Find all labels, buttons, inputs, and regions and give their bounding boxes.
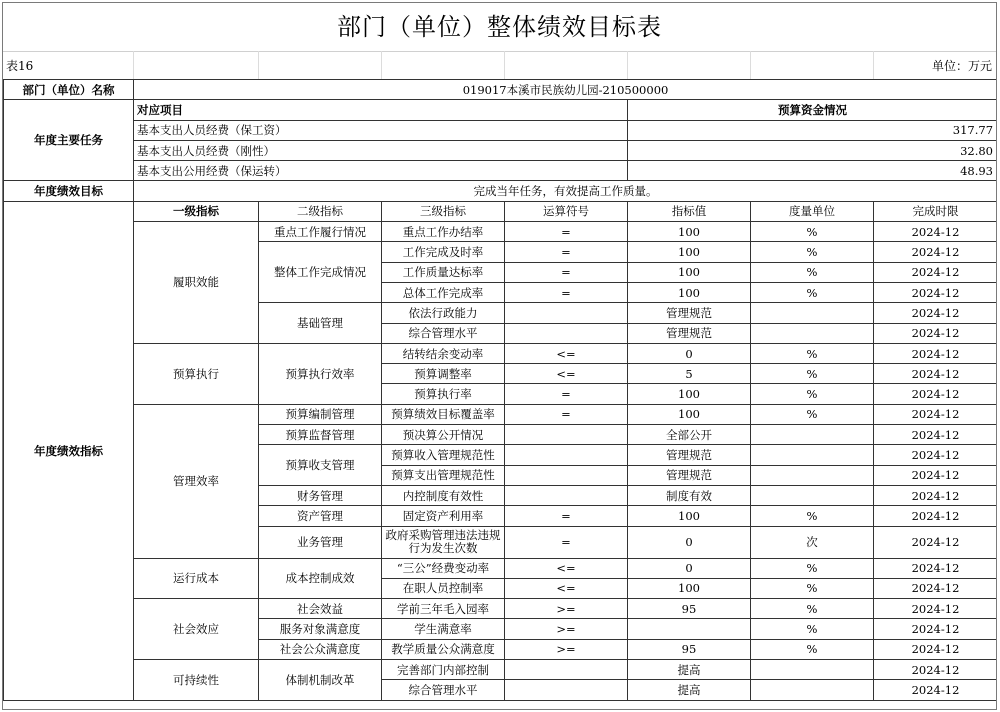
level3-cell: “三公”经费变动率 <box>382 558 505 578</box>
value-cell: 管理规范 <box>628 323 751 343</box>
operator-cell <box>505 445 628 465</box>
unit-cell <box>751 465 874 485</box>
task-amount: 317.77 <box>628 120 998 140</box>
unit-cell: % <box>751 578 874 598</box>
deadline-cell: 2024-12 <box>874 262 998 282</box>
unit-cell: % <box>751 619 874 639</box>
deadline-cell: 2024-12 <box>874 303 998 323</box>
indicator-row <box>4 343 998 363</box>
operator-cell: = <box>505 506 628 526</box>
unit-cell <box>751 445 874 465</box>
operator-cell: >= <box>505 599 628 619</box>
unit-cell: % <box>751 506 874 526</box>
unit-cell: % <box>751 384 874 404</box>
value-cell: 管理规范 <box>628 465 751 485</box>
level3-cell: 预算支出管理规范性 <box>382 465 505 485</box>
indicator-row <box>4 558 998 578</box>
deadline-cell: 2024-12 <box>874 384 998 404</box>
task-label: 年度主要任务 <box>4 100 134 181</box>
operator-cell <box>505 303 628 323</box>
level2-cell: 成本控制成效 <box>259 558 382 599</box>
deadline-cell: 2024-12 <box>874 619 998 639</box>
value-cell: 95 <box>628 639 751 659</box>
level1-cell: 可持续性 <box>134 660 259 701</box>
indicator-row <box>4 599 998 619</box>
level3-cell: 工作完成及时率 <box>382 242 505 262</box>
task-col-project: 对应项目 <box>134 100 628 120</box>
value-cell: 制度有效 <box>628 485 751 505</box>
level3-cell: 结转结余变动率 <box>382 343 505 363</box>
deadline-cell: 2024-12 <box>874 526 998 558</box>
operator-cell: = <box>505 282 628 302</box>
unit-cell: % <box>751 558 874 578</box>
operator-cell <box>505 425 628 445</box>
level3-cell: 教学质量公众满意度 <box>382 639 505 659</box>
deadline-cell: 2024-12 <box>874 425 998 445</box>
level2-cell: 预算编制管理 <box>259 404 382 424</box>
unit-cell: 次 <box>751 526 874 558</box>
value-cell: 100 <box>628 282 751 302</box>
unit-cell <box>751 660 874 680</box>
operator-cell: = <box>505 222 628 242</box>
level3-cell: 内控制度有效性 <box>382 485 505 505</box>
unit-cell <box>751 425 874 445</box>
task-col-budget: 预算资金情况 <box>628 100 998 120</box>
task-name: 基本支出公用经费（保运转） <box>134 161 628 181</box>
deadline-cell: 2024-12 <box>874 343 998 363</box>
level3-cell: 依法行政能力 <box>382 303 505 323</box>
deadline-cell: 2024-12 <box>874 506 998 526</box>
value-cell: 0 <box>628 343 751 363</box>
level3-cell: 预算执行率 <box>382 384 505 404</box>
unit-label: 单位：万元 <box>931 59 992 73</box>
operator-cell <box>505 465 628 485</box>
deadline-cell: 2024-12 <box>874 465 998 485</box>
value-cell: 95 <box>628 599 751 619</box>
task-amount: 48.93 <box>628 161 998 181</box>
level3-cell: 工作质量达标率 <box>382 262 505 282</box>
value-cell: 全部公开 <box>628 425 751 445</box>
header-operator: 运算符号 <box>505 201 628 221</box>
deadline-cell: 2024-12 <box>874 680 998 700</box>
header-deadline: 完成时限 <box>874 201 998 221</box>
level3-cell: 预决算公开情况 <box>382 425 505 445</box>
level2-cell: 资产管理 <box>259 506 382 526</box>
operator-cell <box>505 660 628 680</box>
indicator-row <box>4 404 998 424</box>
value-cell: 0 <box>628 558 751 578</box>
document-frame <box>2 2 997 710</box>
deadline-cell: 2024-12 <box>874 222 998 242</box>
level2-cell: 预算监督管理 <box>259 425 382 445</box>
level3-cell: 学前三年毛入园率 <box>382 599 505 619</box>
deadline-cell: 2024-12 <box>874 364 998 384</box>
level2-cell: 预算收支管理 <box>259 445 382 486</box>
level2-cell: 基础管理 <box>259 303 382 344</box>
value-cell: 100 <box>628 222 751 242</box>
level2-cell: 预算执行效率 <box>259 343 382 404</box>
task-name: 基本支出人员经费（保工资） <box>134 120 628 140</box>
level3-cell: 综合管理水平 <box>382 680 505 700</box>
level2-cell: 整体工作完成情况 <box>259 242 382 303</box>
header-level1: 一级指标 <box>134 201 259 221</box>
deadline-cell: 2024-12 <box>874 404 998 424</box>
deadline-cell: 2024-12 <box>874 639 998 659</box>
value-cell: 100 <box>628 242 751 262</box>
header-level2: 二级指标 <box>259 201 382 221</box>
level2-cell: 财务管理 <box>259 485 382 505</box>
unit-cell <box>751 680 874 700</box>
deadline-cell: 2024-12 <box>874 599 998 619</box>
operator-cell: >= <box>505 639 628 659</box>
value-cell: 管理规范 <box>628 445 751 465</box>
operator-cell: >= <box>505 619 628 639</box>
value-cell: 100 <box>628 384 751 404</box>
level3-cell: 综合管理水平 <box>382 323 505 343</box>
value-cell: 100 <box>628 578 751 598</box>
unit-cell <box>751 485 874 505</box>
value-cell: 100 <box>628 404 751 424</box>
level2-cell: 业务管理 <box>259 526 382 558</box>
deadline-cell: 2024-12 <box>874 282 998 302</box>
operator-cell <box>505 680 628 700</box>
operator-cell: <= <box>505 558 628 578</box>
level2-cell: 服务对象满意度 <box>259 619 382 639</box>
page-title: 部门（单位）整体绩效目标表 <box>3 3 996 52</box>
value-cell: 100 <box>628 262 751 282</box>
value-cell: 5 <box>628 364 751 384</box>
value-cell <box>628 619 751 639</box>
goal-label: 年度绩效目标 <box>4 181 134 201</box>
level3-cell: 固定资产利用率 <box>382 506 505 526</box>
operator-cell <box>505 485 628 505</box>
deadline-cell: 2024-12 <box>874 242 998 262</box>
operator-cell: <= <box>505 578 628 598</box>
indicator-row <box>4 222 998 242</box>
operator-cell <box>505 323 628 343</box>
header-value: 指标值 <box>628 201 751 221</box>
level3-cell: 重点工作办结率 <box>382 222 505 242</box>
level3-cell: 预算调整率 <box>382 364 505 384</box>
unit-cell: % <box>751 262 874 282</box>
dept-label: 部门（单位）名称 <box>4 80 134 100</box>
task-name: 基本支出人员经费（刚性） <box>134 140 628 160</box>
value-cell: 提高 <box>628 660 751 680</box>
task-amount: 32.80 <box>628 140 998 160</box>
value-cell: 0 <box>628 526 751 558</box>
level2-cell: 社会效益 <box>259 599 382 619</box>
goal-value: 完成当年任务，有效提高工作质量。 <box>134 181 998 201</box>
level3-cell: 在职人员控制率 <box>382 578 505 598</box>
operator-cell: <= <box>505 364 628 384</box>
value-cell: 管理规范 <box>628 303 751 323</box>
level3-cell: 总体工作完成率 <box>382 282 505 302</box>
performance-table <box>3 79 997 701</box>
header-level3: 三级指标 <box>382 201 505 221</box>
level3-cell: 预算绩效目标覆盖率 <box>382 404 505 424</box>
indicator-label: 年度绩效指标 <box>4 201 134 700</box>
indicator-row <box>4 660 998 680</box>
level2-cell: 体制机制改革 <box>259 660 382 701</box>
level1-cell: 预算执行 <box>134 343 259 404</box>
unit-cell: % <box>751 343 874 363</box>
deadline-cell: 2024-12 <box>874 323 998 343</box>
operator-cell: = <box>505 384 628 404</box>
unit-cell: % <box>751 242 874 262</box>
unit-cell: % <box>751 404 874 424</box>
header-unit: 度量单位 <box>751 201 874 221</box>
level1-cell: 运行成本 <box>134 558 259 599</box>
operator-cell: = <box>505 526 628 558</box>
level2-cell: 社会公众满意度 <box>259 639 382 659</box>
deadline-cell: 2024-12 <box>874 660 998 680</box>
deadline-cell: 2024-12 <box>874 485 998 505</box>
unit-cell: % <box>751 282 874 302</box>
sub-header-row <box>3 51 996 79</box>
table-number: 表16 <box>6 59 34 73</box>
value-cell: 提高 <box>628 680 751 700</box>
level3-cell: 学生满意率 <box>382 619 505 639</box>
unit-cell <box>751 323 874 343</box>
level1-cell: 管理效率 <box>134 404 259 558</box>
value-cell: 100 <box>628 506 751 526</box>
operator-cell: = <box>505 242 628 262</box>
level3-cell: 政府采购管理违法违规行为发生次数 <box>382 526 505 558</box>
level1-cell: 履职效能 <box>134 222 259 344</box>
unit-cell: % <box>751 364 874 384</box>
deadline-cell: 2024-12 <box>874 445 998 465</box>
level2-cell: 重点工作履行情况 <box>259 222 382 242</box>
operator-cell: = <box>505 262 628 282</box>
level3-cell: 完善部门内部控制 <box>382 660 505 680</box>
level1-cell: 社会效应 <box>134 599 259 660</box>
dept-value: 019017本溪市民族幼儿园-210500000 <box>134 80 998 100</box>
unit-cell: % <box>751 599 874 619</box>
operator-cell: <= <box>505 343 628 363</box>
deadline-cell: 2024-12 <box>874 558 998 578</box>
deadline-cell: 2024-12 <box>874 578 998 598</box>
unit-cell: % <box>751 222 874 242</box>
unit-cell: % <box>751 639 874 659</box>
level3-cell: 预算收入管理规范性 <box>382 445 505 465</box>
operator-cell: = <box>505 404 628 424</box>
unit-cell <box>751 303 874 323</box>
